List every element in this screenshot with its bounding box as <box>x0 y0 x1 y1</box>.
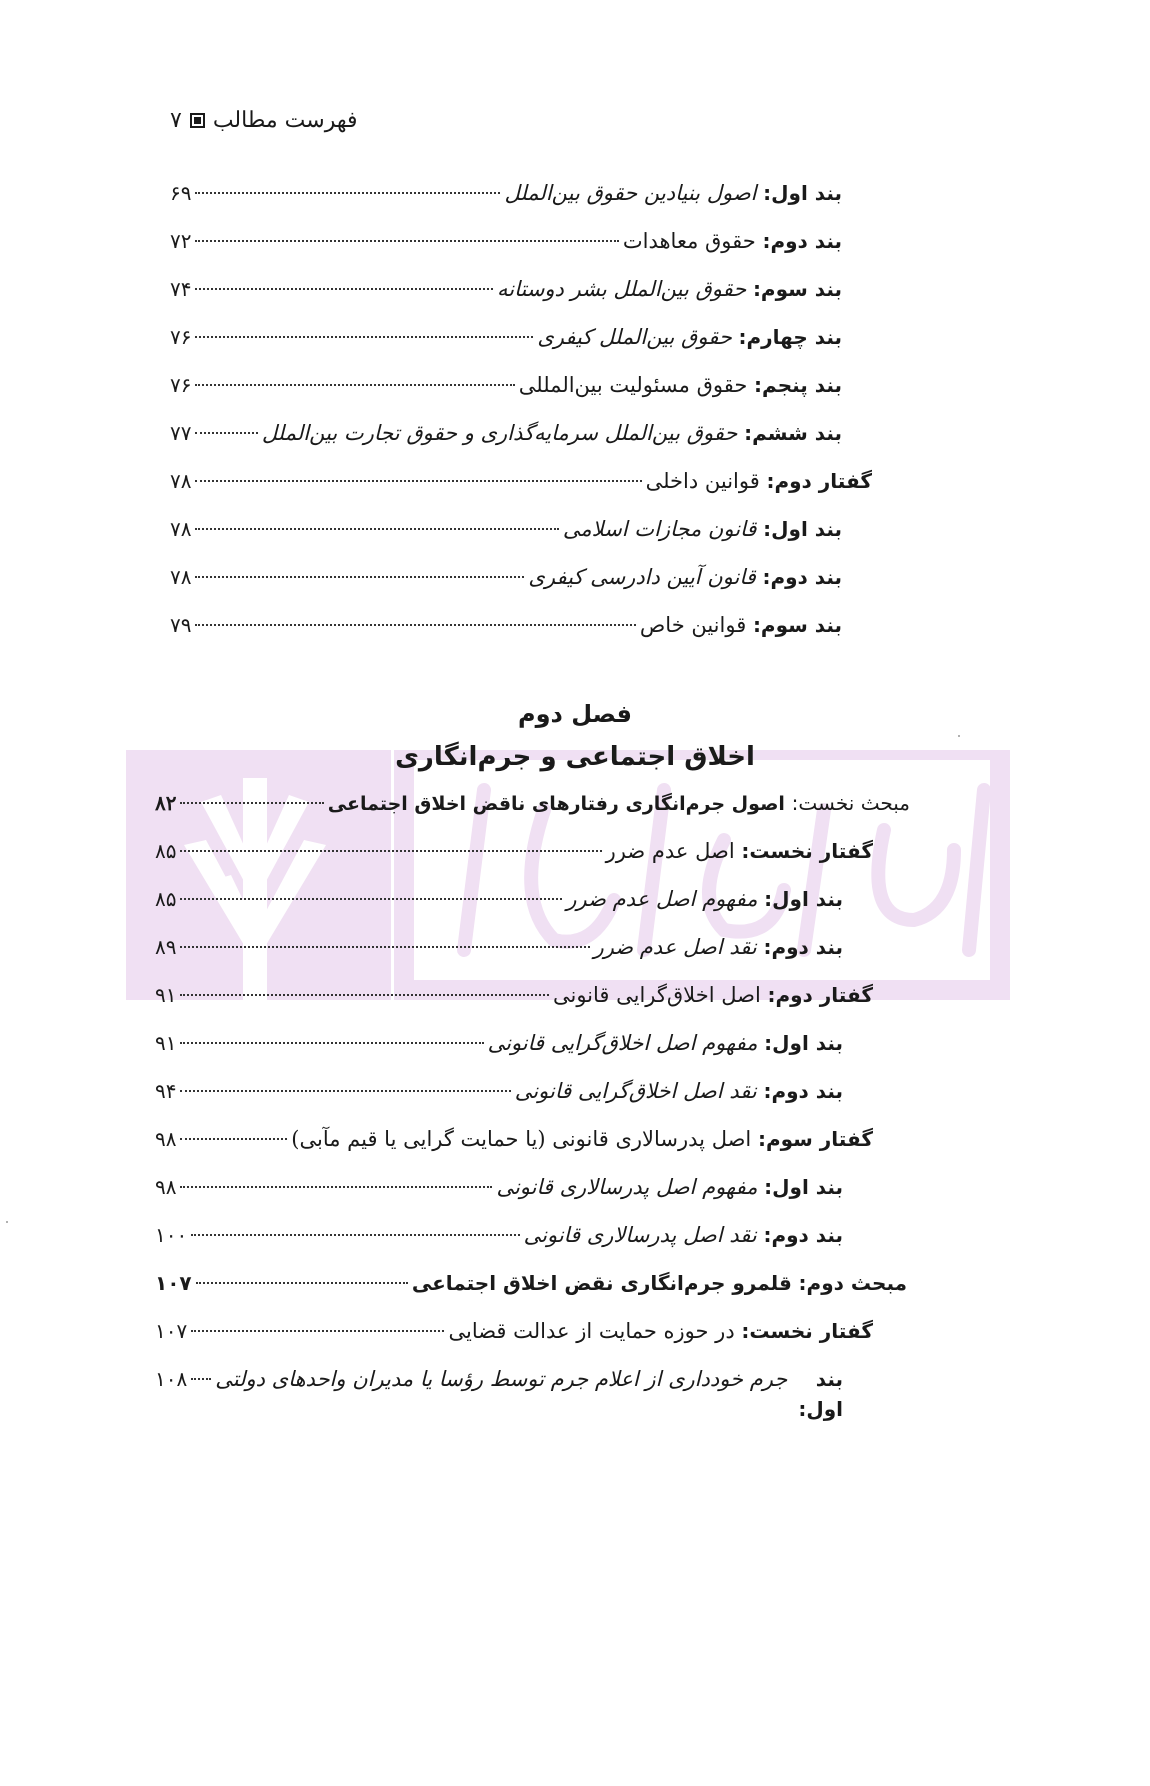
toc-entry-label: گفتار دوم: <box>767 983 873 1007</box>
leader-dots <box>195 336 533 338</box>
toc-entry-title: مفهوم اصل پدرسالاری قانونی <box>496 1175 758 1199</box>
toc-entry[interactable] <box>170 610 842 640</box>
scan-speck <box>6 1221 8 1223</box>
toc-entry-label: بند دوم: <box>763 1079 843 1103</box>
toc-entry-page: ۷۲ <box>170 229 192 253</box>
header-title: فهرست مطالب <box>212 108 358 133</box>
toc-entry[interactable] <box>155 1028 843 1058</box>
toc-entry-page: ۸۹ <box>155 935 177 959</box>
toc-entry-label: بند سوم: <box>752 613 842 637</box>
toc-entry-page: ۱۰۰ <box>155 1223 188 1247</box>
toc-entry-page: ۸۵ <box>155 887 177 911</box>
toc-entry-page: ۷۴ <box>170 277 192 301</box>
toc-entry[interactable] <box>170 274 842 304</box>
toc-entry-page: ۹۴ <box>155 1079 177 1103</box>
toc-entry-page: ۶۹ <box>170 181 192 205</box>
toc-entry[interactable] <box>155 1172 843 1202</box>
leader-dots <box>180 898 562 900</box>
toc-entry-title: قوانین داخلی <box>645 469 760 493</box>
toc-entry-label: بند چهارم: <box>738 325 842 349</box>
toc-entry-label: بند اول: <box>798 1367 843 1421</box>
toc-entry-page: ۷۸ <box>170 517 192 541</box>
toc-entry-label: مبحث نخست: <box>791 791 910 815</box>
toc-entry-page: ۱۰۷ <box>155 1271 192 1295</box>
chapter-title: اخلاق اجتماعی و جرم‌انگاری <box>395 742 755 772</box>
leader-dots <box>195 192 500 194</box>
toc-entry-page: ۱۰۸ <box>155 1367 188 1391</box>
leader-dots <box>191 1378 211 1380</box>
leader-dots <box>195 624 635 626</box>
toc-entry[interactable] <box>155 1076 843 1106</box>
toc-entry-page: ۷۹ <box>170 613 192 637</box>
toc-entry[interactable] <box>155 1124 873 1154</box>
leader-dots <box>191 1330 444 1332</box>
toc-entry-label: بند دوم: <box>762 565 842 589</box>
toc-entry-page: ۷۸ <box>170 469 192 493</box>
toc-entry-label: بند ششم: <box>744 421 842 445</box>
toc-entry[interactable] <box>170 322 842 352</box>
toc-entry[interactable] <box>170 514 842 544</box>
toc-entry-label: بند سوم: <box>752 277 842 301</box>
toc-entry-label: بند اول: <box>764 887 843 911</box>
toc-entry[interactable] <box>155 1220 843 1250</box>
toc-entry-title: مفهوم اصل عدم ضرر <box>566 887 758 911</box>
toc-entry-page: ۷۸ <box>170 565 192 589</box>
leader-dots <box>195 480 641 482</box>
toc-entry[interactable] <box>170 370 842 400</box>
leader-dots <box>195 576 524 578</box>
toc-entry-page: ۸۵ <box>155 839 177 863</box>
toc-entry[interactable] <box>170 466 872 496</box>
toc-entry-label: بند اول: <box>763 517 842 541</box>
toc-entry-label: گفتار سوم: <box>757 1127 873 1151</box>
leader-dots <box>180 802 323 804</box>
toc-entry[interactable] <box>155 1364 843 1424</box>
toc-entry-page: ۹۱ <box>155 983 177 1007</box>
toc-entry-title: نقد اصل پدرسالاری قانونی <box>523 1223 757 1247</box>
leader-dots <box>180 850 601 852</box>
toc-entry[interactable] <box>155 788 910 819</box>
toc-entry-label: بند دوم: <box>763 935 843 959</box>
chapter-label: فصل دوم <box>518 700 632 728</box>
toc-entry[interactable] <box>155 932 843 962</box>
leader-dots <box>195 432 257 434</box>
toc-entry-page: ۷۶ <box>170 325 192 349</box>
toc-entry-title: حقوق بین‌الملل سرمایه‌گذاری و حقوق تجارت بین‌الملل <box>261 421 738 445</box>
toc-entry-label: بند دوم: <box>763 1223 843 1247</box>
toc-entry-title: نقد اصل عدم ضرر <box>593 935 757 959</box>
toc-entry-label: گفتار نخست: <box>741 839 873 863</box>
toc-entry-page: ۹۱ <box>155 1031 177 1055</box>
toc-entry[interactable] <box>155 884 843 914</box>
leader-dots <box>195 384 514 386</box>
toc-entry[interactable] <box>155 980 873 1010</box>
toc-entry[interactable] <box>170 226 842 256</box>
toc-entry[interactable] <box>170 178 842 208</box>
leader-dots <box>180 1138 287 1140</box>
toc-entry-title: قوانین خاص <box>639 613 747 637</box>
toc-entry-page: ۱۰۷ <box>155 1319 188 1343</box>
toc-entry-label: بند پنجم: <box>754 373 842 397</box>
toc-entry-title: اصول بنیادین حقوق بین‌الملل <box>504 181 757 205</box>
toc-entry-label: بند اول: <box>764 1031 843 1055</box>
toc-entry-title: قانون آیین دادرسی کیفری <box>528 565 756 589</box>
scan-speck <box>958 735 960 737</box>
toc-entry[interactable] <box>155 1316 873 1346</box>
toc-entry-title: حقوق بین‌الملل کیفری <box>537 325 732 349</box>
leader-dots <box>196 1282 408 1284</box>
toc-entry-title: اصل عدم ضرر <box>605 839 735 863</box>
toc-entry[interactable] <box>155 1268 907 1298</box>
toc-entry-title: اصل اخلاق‌گرایی قانونی <box>552 983 761 1007</box>
toc-entry-title: نقد اصل اخلاق‌گرایی قانونی <box>514 1079 757 1103</box>
leader-dots <box>195 288 493 290</box>
toc-entry[interactable] <box>155 836 873 866</box>
toc-entry-title: اصول جرم‌انگاری رفتارهای ناقض اخلاق اجتماعی <box>327 793 785 815</box>
toc-entry-label: مبحث دوم: <box>798 1271 907 1295</box>
toc-entry-title: قلمرو جرم‌انگاری نقض اخلاق اجتماعی <box>411 1271 792 1295</box>
toc-entry-title: حقوق بین‌الملل بشر دوستانه <box>496 277 747 301</box>
toc-entry-title: جرم خودداری از اعلام جرم توسط رؤسا یا مدیران واحدهای دولتی <box>215 1367 788 1391</box>
leader-dots <box>180 1042 483 1044</box>
toc-entry-page: ۹۸ <box>155 1127 177 1151</box>
header-page-number: ۷ <box>170 108 182 133</box>
leader-dots <box>195 528 558 530</box>
leader-dots <box>180 1090 510 1092</box>
toc-entry[interactable] <box>170 562 842 592</box>
leader-dots <box>180 994 548 996</box>
leader-dots <box>180 946 589 948</box>
toc-entry-title: مفهوم اصل اخلاق‌گرایی قانونی <box>487 1031 758 1055</box>
toc-entry-label: بند اول: <box>764 1175 843 1199</box>
toc-entry-label: گفتار دوم: <box>766 469 872 493</box>
toc-entry-page: ۷۷ <box>170 421 192 445</box>
toc-entry-title: حقوق مسئولیت بین‌المللی <box>518 373 748 397</box>
toc-entry-page: ۷۶ <box>170 373 192 397</box>
leader-dots <box>195 240 618 242</box>
leader-dots <box>191 1234 519 1236</box>
toc-entry[interactable] <box>170 418 842 448</box>
toc-entry-title: در حوزه حمایت از عدالت قضایی <box>448 1319 735 1343</box>
toc-entry-page: ۸۲ <box>155 791 177 815</box>
toc-entry-title: اصل پدرسالاری قانونی (یا حمایت گرایی یا قیم مآبی) <box>291 1127 752 1151</box>
toc-entry-title: قانون مجازات اسلامی <box>562 517 757 541</box>
toc-entry-label: بند دوم: <box>762 229 842 253</box>
leader-dots <box>180 1186 492 1188</box>
toc-entry-label: بند اول: <box>763 181 842 205</box>
toc-entry-label: گفتار نخست: <box>741 1319 873 1343</box>
toc-entry-title: حقوق معاهدات <box>622 229 756 253</box>
toc-entry-page: ۹۸ <box>155 1175 177 1199</box>
